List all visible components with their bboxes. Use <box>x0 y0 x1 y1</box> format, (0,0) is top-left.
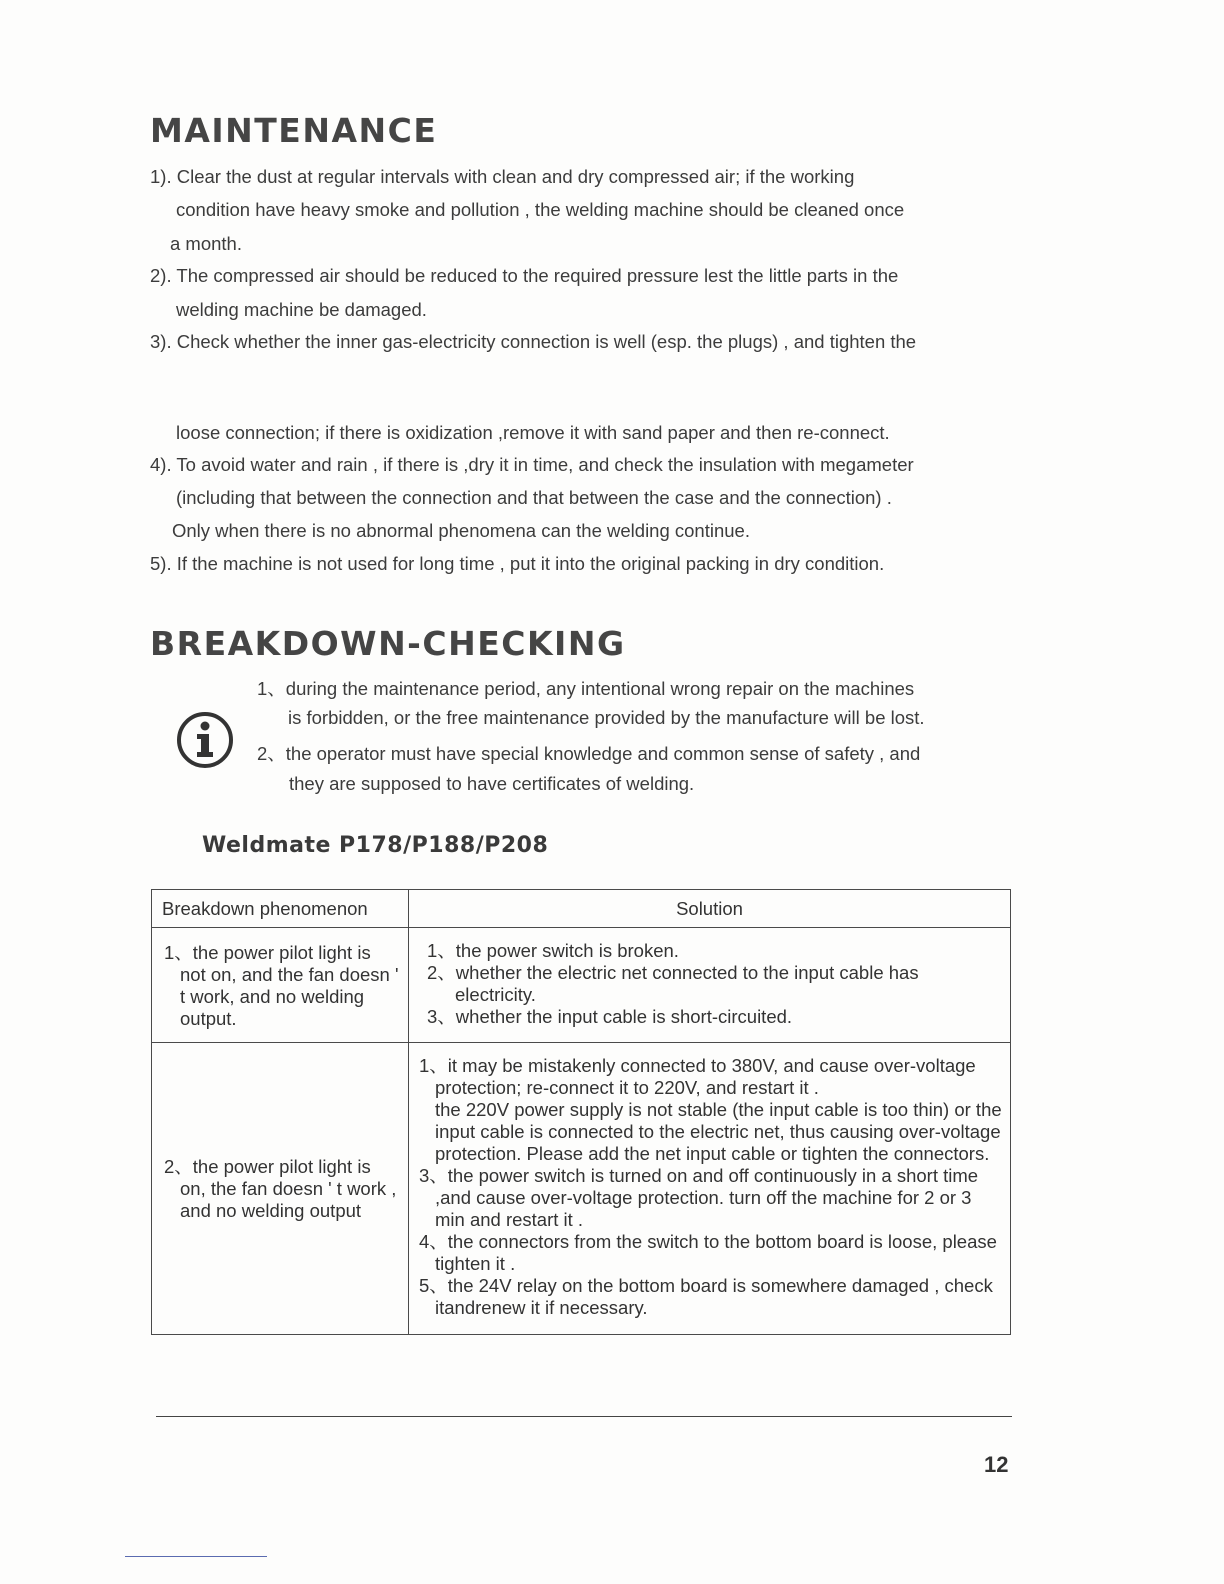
solution-item: 5、the 24V relay on the bottom board is somewhere damaged , check itandrenew it if necessary. <box>419 1275 993 1318</box>
solution-item: the 220V power supply is not stable (the input cable is too thin) or the input cable is connected to the electric net, thus causing over-voltage protection. Please add the net input cable or tighten the connectors. <box>435 1099 1002 1164</box>
phenomenon-cell <box>152 1043 409 1335</box>
breakdown-note-3: 2、the operator must have special knowledge and common sense of safety , and <box>257 743 921 764</box>
maintenance-line-10: Only when there is no abnormal phenomena can the welding continue. <box>172 520 750 541</box>
info-icon <box>176 711 234 769</box>
model-subheading: Weldmate P178/P188/P208 <box>202 833 549 858</box>
solution-item: 2、whether the electric net connected to the input cable has electricity. <box>427 962 919 1005</box>
phenomenon-cell <box>152 928 409 1043</box>
solution-cell <box>409 928 1011 1043</box>
solution-item: 1、the power switch is broken. <box>427 940 679 961</box>
bottom-edge-mark <box>125 1556 267 1557</box>
maintenance-line-4: 2). The compressed air should be reduced to the required pressure lest the little parts in the <box>150 265 899 286</box>
solution-item: 1、it may be mistakenly connected to 380V, and cause over-voltage protection; re-connect it to 220V, and restart it . <box>419 1055 976 1098</box>
breakdown-heading: BREAKDOWN-CHECKING <box>150 624 626 663</box>
maintenance-line-2: condition have heavy smoke and pollution , the welding machine should be cleaned once <box>176 199 905 220</box>
breakdown-note-2: is forbidden, or the free maintenance provided by the manufacture will be lost. <box>288 707 925 728</box>
solution-cell <box>409 1043 1011 1335</box>
table-header-row <box>152 890 1011 928</box>
footer-rule <box>156 1416 1012 1417</box>
breakdown-note-1: 1、during the maintenance period, any intentional wrong repair on the machines <box>257 678 915 699</box>
troubleshooting-table <box>151 889 1011 1335</box>
maintenance-line-5: welding machine be damaged. <box>176 299 427 320</box>
maintenance-line-7: loose connection; if there is oxidization ,remove it with sand paper and then re-connect. <box>176 422 890 443</box>
table-row <box>152 1043 1011 1335</box>
page-number: 12 <box>984 1452 1009 1477</box>
phenomenon-text: 1、the power pilot light is not on, and the fan doesn ' t work, and no welding output. <box>164 942 399 1029</box>
maintenance-line-1: 1). Clear the dust at regular intervals with clean and dry compressed air; if the working <box>150 166 855 187</box>
header-solution: Solution <box>409 890 1011 928</box>
table-row <box>152 928 1011 1043</box>
maintenance-line-11: 5). If the machine is not used for long time , put it into the original packing in dry condition. <box>150 553 885 574</box>
maintenance-line-8: 4). To avoid water and rain , if there is ,dry it in time, and check the insulation with megameter <box>150 454 914 475</box>
header-phenomenon: Breakdown phenomenon <box>152 890 409 928</box>
maintenance-line-3: a month. <box>170 233 242 254</box>
breakdown-note-4: they are supposed to have certificates of welding. <box>289 773 695 794</box>
maintenance-heading: MAINTENANCE <box>150 111 438 150</box>
maintenance-line-9: (including that between the connection and that between the case and the connection) . <box>176 487 892 508</box>
solution-item: 4、the connectors from the switch to the bottom board is loose, please tighten it . <box>419 1231 997 1274</box>
solution-item: 3、the power switch is turned on and off continuously in a short time ,and cause over-voltage protection. turn off the machine for 2 or 3 min and restart it . <box>419 1165 979 1230</box>
phenomenon-text: 2、the power pilot light is on, the fan doesn ' t work , and no welding output <box>164 1155 397 1221</box>
maintenance-line-6: 3). Check whether the inner gas-electricity connection is well (esp. the plugs) , and tighten the <box>150 331 917 352</box>
solution-item: 3、whether the input cable is short-circuited. <box>427 1006 793 1027</box>
